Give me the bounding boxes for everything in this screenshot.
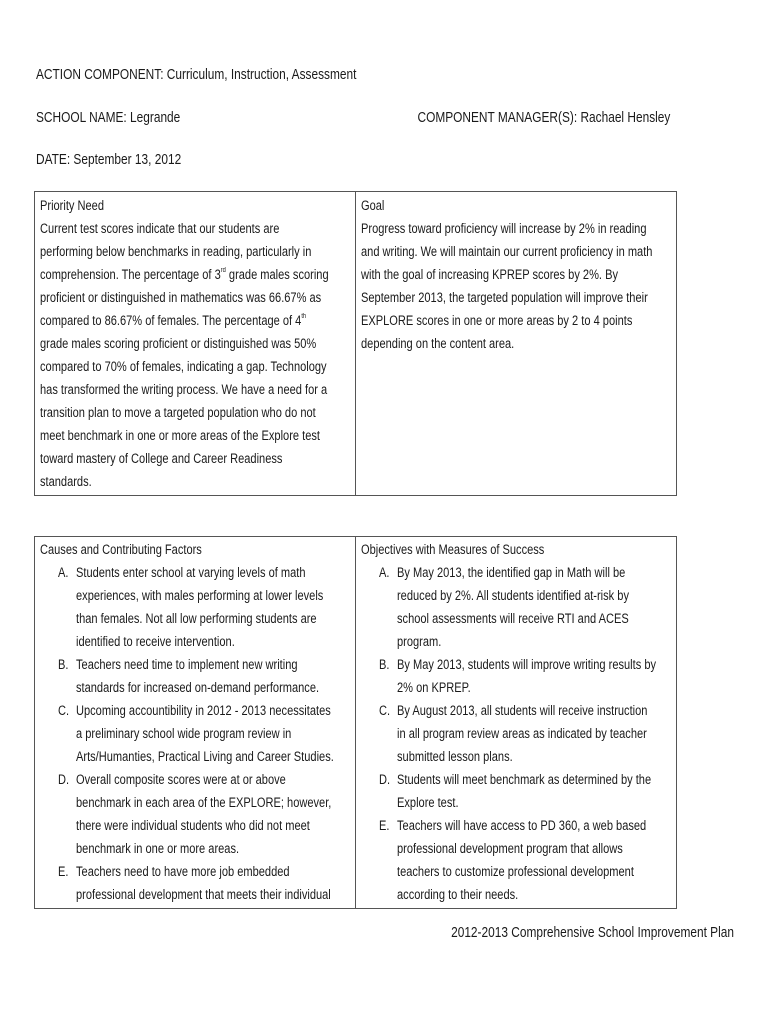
priority-line: meet benchmark in one or more areas of the Explore test bbox=[40, 428, 320, 443]
priority-line: transition plan to move a targeted population who do not bbox=[40, 405, 316, 420]
goal-line: with the goal of increasing KPREP scores by 2%. By bbox=[361, 267, 619, 282]
priority-need-heading: Priority Need bbox=[40, 198, 104, 213]
list-marker: E. bbox=[379, 818, 390, 833]
priority-line: performing below benchmarks in reading, particularly in bbox=[40, 244, 312, 259]
goal-line: depending on the content area. bbox=[361, 336, 515, 351]
causes-objectives-table bbox=[34, 536, 677, 909]
causes-cell bbox=[35, 537, 356, 909]
page-footer bbox=[389, 924, 734, 942]
action-component-line bbox=[36, 66, 427, 84]
priority-line: proficient or distinguished in mathematics was 66.67% as bbox=[40, 290, 322, 305]
ordinal-superscript: th bbox=[301, 313, 307, 320]
date-text: DATE: September 13, 2012 bbox=[36, 152, 182, 168]
goal-line: September 2013, the targeted population will improve their bbox=[361, 290, 648, 305]
list-item: B. Teachers need time to implement new writing standards for increased on-demand performance. bbox=[40, 653, 351, 699]
list-item: D. Students will meet benchmark as determined by the Explore test. bbox=[361, 768, 672, 814]
list-marker: C. bbox=[58, 703, 70, 718]
list-item: C. Upcoming accountibility in 2012 - 2013 necessitates a preliminary school wide program review in Arts/Humanties, Practical Living and Career Studies. bbox=[40, 699, 351, 768]
school-name-line bbox=[36, 109, 212, 127]
list-item: A. Students enter school at varying levels of math experiences, with males performing at lower levels than females. Not all low performing students are identified to receive intervention. bbox=[40, 561, 351, 653]
priority-line: grade males scoring proficient or distinguished was 50% bbox=[40, 336, 317, 351]
list-marker: B. bbox=[379, 657, 390, 672]
action-component-text: ACTION COMPONENT: Curriculum, Instruction, Assessment bbox=[36, 67, 357, 83]
goal-cell bbox=[356, 192, 677, 496]
list-marker: C. bbox=[379, 703, 391, 718]
priority-goal-table bbox=[34, 191, 677, 496]
priority-need-cell bbox=[35, 192, 356, 496]
priority-line: comprehension. The percentage of 3rd grade males scoring bbox=[40, 267, 329, 282]
list-item: E. Teachers will have access to PD 360, a web based professional development program that allows teachers to customize professional development according to their needs. bbox=[361, 814, 672, 906]
objectives-heading: Objectives with Measures of Success bbox=[361, 542, 545, 557]
component-managers-text: COMPONENT MANAGER(S): Rachael Hensley bbox=[417, 110, 670, 126]
goal-line: and writing. We will maintain our current proficiency in math bbox=[361, 244, 653, 259]
list-item: B. By May 2013, students will improve writing results by 2% on KPREP. bbox=[361, 653, 672, 699]
goal-line: EXPLORE scores in one or more areas by 2 to 4 points bbox=[361, 313, 633, 328]
list-item: C. By August 2013, all students will receive instruction in all program review areas as indicated by teacher submitted lesson plans. bbox=[361, 699, 672, 768]
school-name-text: SCHOOL NAME: Legrande bbox=[36, 110, 181, 126]
list-item: A. By May 2013, the identified gap in Math will be reduced by 2%. All students identified at-risk by school assessments will receive RTI and ACES program. bbox=[361, 561, 672, 653]
priority-line: Current test scores indicate that our students are bbox=[40, 221, 280, 236]
goal-line: Progress toward proficiency will increase by 2% in reading bbox=[361, 221, 647, 236]
causes-list bbox=[40, 561, 351, 906]
priority-line: compared to 70% of females, indicating a gap. Technology bbox=[40, 359, 327, 374]
list-marker: A. bbox=[58, 565, 69, 580]
list-item: E. Teachers need to have more job embedded professional development that meets their individual bbox=[40, 860, 351, 906]
goal-heading: Goal bbox=[361, 198, 385, 213]
objectives-cell bbox=[356, 537, 677, 909]
date-line bbox=[36, 151, 213, 169]
component-managers-line bbox=[362, 109, 670, 127]
list-marker: D. bbox=[379, 772, 391, 787]
priority-line: toward mastery of College and Career Readiness bbox=[40, 451, 283, 466]
priority-line: compared to 86.67% of females. The percentage of 4th bbox=[40, 313, 307, 328]
priority-line: has transformed the writing process. We have a need for a bbox=[40, 382, 328, 397]
list-item: D. Overall composite scores were at or above benchmark in each area of the EXPLORE; however, there were individual students who did not meet benchmark in one or more areas. bbox=[40, 768, 351, 860]
list-marker: B. bbox=[58, 657, 69, 672]
causes-heading: Causes and Contributing Factors bbox=[40, 542, 202, 557]
objectives-list bbox=[361, 561, 672, 906]
ordinal-superscript: rd bbox=[220, 267, 226, 274]
footer-text: 2012-2013 Comprehensive School Improvement Plan bbox=[451, 925, 734, 941]
list-marker: A. bbox=[379, 565, 390, 580]
priority-goal-row bbox=[35, 192, 677, 496]
priority-line: standards. bbox=[40, 474, 92, 489]
list-marker: D. bbox=[58, 772, 70, 787]
causes-objectives-row bbox=[35, 537, 677, 909]
list-marker: E. bbox=[58, 864, 69, 879]
